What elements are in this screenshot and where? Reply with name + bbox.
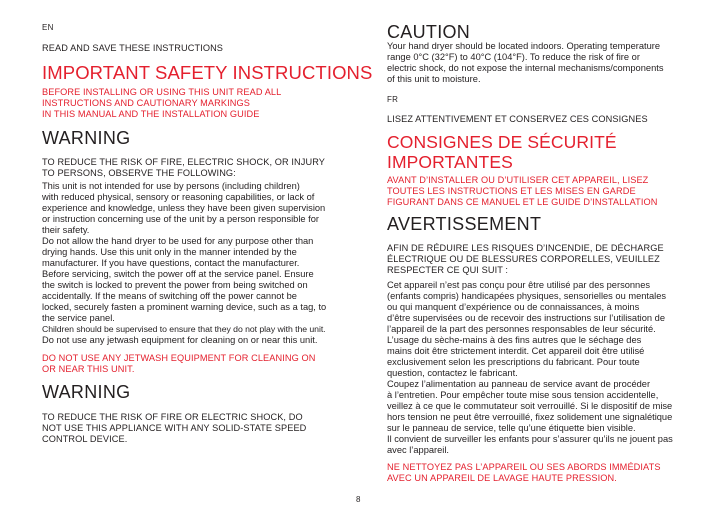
caution-heading: CAUTION [387,22,471,42]
warning-body: This unit is not intended for use by persons (including children) with reduced physical, sensory or reasoning capabilities, or lack of experience and knowledge, unless they have been given supervision or instruction concerning use of the unit by a person responsible for their safety. Do not allow the hand dryer to be used for any purpose other than drying hands. Use this unit only in the manner intended by the manufacturer. If you have questions, contact the manufacturer. Before servicing, switch the power off at the service panel. Ensure the switch is locked to prevent the power from being switched on accidentally. If the means of switching off the power cannot be locked, securely fasten a prominent warning device, such as a tag, to the service panel. Children should be supervised to ensure that they do not play with the unit. Do not use any jetwash equipment for cleaning on or near this unit. [42,181,352,346]
fr-safety-title: CONSIGNES DE SÉCURITÉ IMPORTANTES [387,132,617,172]
warning-heading-2: WARNING [42,382,131,402]
before-installing-notice: BEFORE INSTALLING OR USING THIS UNIT READ ALL INSTRUCTIONS AND CAUTIONARY MARKINGS IN THIS MANUAL AND THE INSTALLATION GUIDE [42,87,282,119]
read-save-heading: READ AND SAVE THESE INSTRUCTIONS [42,43,224,53]
avertissement-intro: AFIN DE RÉDUIRE LES RISQUES D’INCENDIE, DE DÉCHARGE ÉLECTRIQUE OU DE BLESSURES CORPORELLES, VEUILLEZ RESPECTER CE QUI SUIT : [387,243,664,275]
children-supervision-text: Children should be supervised to ensure that they do not play with the unit. [42,324,326,334]
fr-before-installing-notice: AVANT D’INSTALLER OU D’UTILISER CET APPAREIL, LISEZ TOUTES LES INSTRUCTIONS ET LES MISES EN GARDE FIGURANT DANS CE MANUEL ET LE GUIDE D’INSTALLATION [387,175,658,207]
jetwash-text: Do not use any jetwash equipment for cleaning on or near this unit. [42,335,318,345]
fr-jetwash-red-warning: NE NETTOYEZ PAS L’APPAREIL OU SES ABORDS IMMÉDIATS AVEC UN APPAREIL DE LAVAGE HAUTE PRESSION. [387,462,661,483]
caution-body: Your hand dryer should be located indoors. Operating temperature range 0°C (32°F) to 40°C (104°F). To reduce the risk of fire or electric shock, do not expose the internal mechanisms/components of this unit to moisture. [387,41,664,84]
safety-instructions-title: IMPORTANT SAFETY INSTRUCTIONS [42,62,373,83]
avertissement-heading: AVERTISSEMENT [387,214,542,234]
warning-heading: WARNING [42,128,131,148]
speed-control-warning: TO REDUCE THE RISK OF FIRE OR ELECTRIC SHOCK, DO NOT USE THIS APPLIANCE WITH ANY SOLID-STATE SPEED CONTROL DEVICE. [42,412,307,444]
fr-read-save-heading: LISEZ ATTENTIVEMENT ET CONSERVEZ CES CONSIGNES [387,114,648,124]
page-number: 8 [356,495,361,504]
jetwash-red-warning: DO NOT USE ANY JETWASH EQUIPMENT FOR CLEANING ON OR NEAR THIS UNIT. [42,353,316,374]
language-label-en: EN [42,23,54,32]
warning-intro: TO REDUCE THE RISK OF FIRE, ELECTRIC SHOCK, OR INJURY TO PERSONS, OBSERVE THE FOLLOWING: [42,157,326,178]
avertissement-body: Cet appareil n’est pas conçu pour être utilisé par des personnes (enfants compris) handicapées physiques, sensorielles ou mentales ou qui manquent d’expérience ou de connaissances, à moins d’être supervisées ou de recevoir des instructions sur l’utilisation de l’appareil de la part des personnes responsables de leur sécurité. L’usage du sèche-mains à des fins autres que le séchage des mains doit être strictement interdit. Cet appareil doit être utilisé exclusivement selon les prescriptions du fabricant. Pour toute question, contactez le fabricant. Coupez l’alimentation au panneau de service avant de procéder à l’entretien. Pour empêcher toute mise sous tension accidentelle, veillez à ce que le commutateur soit verrouillé. Si le dispositif de mise hors tension ne peut être verrouillé, fixez solidement une signalétique sur le panneau de service, telle qu’une étiquette bien visible. Il convient de surveiller les enfants pour s’assurer qu’ils ne jouent pas avec l’appareil. [387,280,673,455]
language-label-fr: FR [387,95,399,104]
